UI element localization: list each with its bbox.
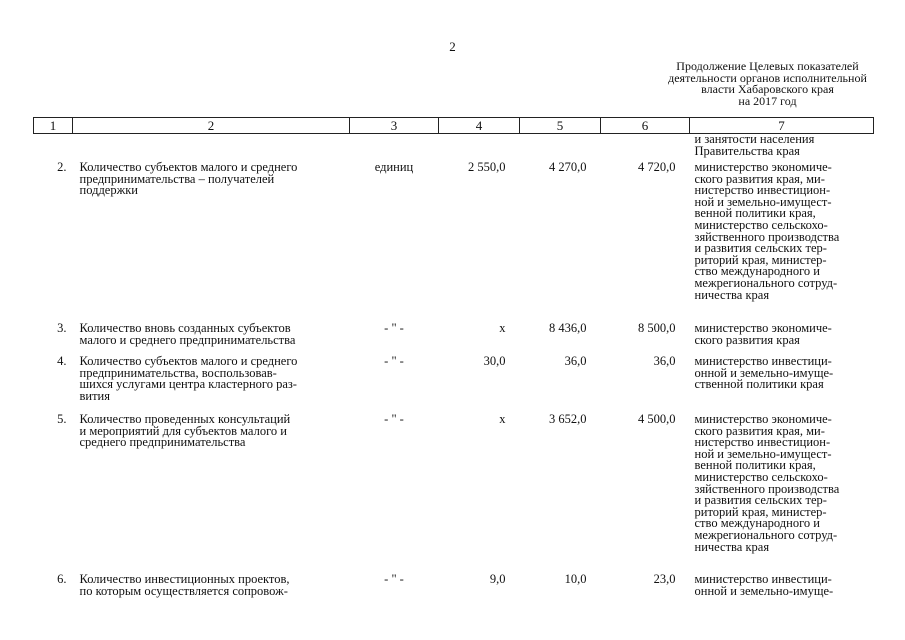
responsible <box>690 356 874 414</box>
indicator-name-line: по которым осуществляется сопровож- <box>79 583 288 598</box>
value-col-4: 30,0 <box>483 354 506 368</box>
indicator-name <box>73 414 350 574</box>
indicator-name <box>73 134 350 163</box>
responsible-line: зяйственного производства <box>694 229 840 244</box>
indicator-name-line: шихся услугами центра кластерного раз- <box>79 377 297 392</box>
indicator-name-line: Количество проведенных консультаций <box>79 412 291 426</box>
responsible-line: министерство инвестици- <box>694 572 832 586</box>
table-row <box>34 323 874 356</box>
table-row <box>34 162 874 323</box>
table-row <box>34 414 874 574</box>
indicator-name-line: предпринимательства – получателей <box>79 171 275 186</box>
responsible-line: ничества края <box>694 287 770 302</box>
value-col-4: 9,0 <box>489 572 506 586</box>
responsible <box>690 134 874 163</box>
indicator-name <box>73 162 350 323</box>
value-col-6: 23,0 <box>653 572 676 586</box>
page-number: 2 <box>449 39 456 54</box>
value-col-4: х <box>499 412 506 426</box>
value-col-4 <box>439 134 520 163</box>
unit: - " - <box>384 354 404 368</box>
responsible-line: венной политики края, <box>694 206 816 221</box>
indicator-name <box>73 574 350 597</box>
row-number: 5. <box>57 412 67 426</box>
indicator-name-line: Количество субъектов малого и среднего <box>79 160 298 174</box>
responsible-line: и развития сельских тер- <box>694 241 827 256</box>
row-number: 2. <box>57 160 67 174</box>
continuation-line: деятельности органов исполнительной <box>668 70 867 85</box>
value-col-4: 2 550,0 <box>468 160 506 174</box>
indicator-name-line: предпринимательства, воспользовав- <box>79 365 277 380</box>
continuation-line: Продолжение Целевых показателей <box>676 59 859 73</box>
continuation-line: власти Хабаровского края <box>701 82 834 96</box>
indicator-name-line: малого и среднего предпринимательства <box>79 332 296 347</box>
indicator-name-line: среднего предпринимательства <box>79 435 246 450</box>
indicator-name-line: Количество вновь созданных субъектов <box>79 321 291 335</box>
responsible-line: ной и земельно-имущест- <box>694 446 832 461</box>
responsible <box>690 162 874 323</box>
responsible-line: ского развития края <box>694 332 800 347</box>
unit <box>350 134 439 163</box>
responsible-line: ского развития края, ми- <box>694 171 825 186</box>
value-col-4: х <box>499 321 506 335</box>
header-col-2: 2 <box>73 118 350 134</box>
responsible-line: министерство сельскохо- <box>694 469 828 484</box>
continuation-line: на 2017 год <box>738 93 797 108</box>
row-number: 3. <box>57 321 67 335</box>
responsible-line: и развития сельских тер- <box>694 493 827 508</box>
unit: единиц <box>374 160 414 174</box>
responsible-line: министерство экономиче- <box>694 160 832 174</box>
unit: - " - <box>384 321 404 335</box>
responsible <box>690 574 874 597</box>
header-col-7: 7 <box>690 118 874 134</box>
responsible-line: ной и земельно-имущест- <box>694 194 832 209</box>
responsible-line: ственной политики края <box>694 377 824 392</box>
indicator-name <box>73 356 350 414</box>
row-number: 6. <box>57 572 67 586</box>
value-col-5: 3 652,0 <box>549 412 587 426</box>
header-col-1: 1 <box>34 118 73 134</box>
value-col-5 <box>520 134 601 163</box>
indicators-table <box>33 117 874 597</box>
value-col-6: 4 720,0 <box>638 160 676 174</box>
responsible-line: ство международного и <box>694 516 820 531</box>
responsible-line: министерство экономиче- <box>694 321 832 335</box>
responsible-line: венной политики края, <box>694 458 816 473</box>
value-col-5: 4 270,0 <box>549 160 587 174</box>
unit: - " - <box>384 412 404 426</box>
responsible-line: ство международного и <box>694 264 820 279</box>
table-row <box>34 574 874 597</box>
responsible-line: министерство инвестици- <box>694 354 832 368</box>
responsible-line: межрегионального сотруд- <box>694 275 838 290</box>
indicator-name-line: Количество инвестиционных проектов, <box>79 572 290 586</box>
value-col-5: 36,0 <box>564 354 587 368</box>
table-row <box>34 134 874 163</box>
responsible-line: риторий края, министер- <box>694 504 827 519</box>
responsible-line: министерство экономиче- <box>694 412 832 426</box>
value-col-6: 36,0 <box>653 354 676 368</box>
header-col-5: 5 <box>520 118 601 134</box>
responsible-line: ничества края <box>694 539 770 554</box>
responsible-line: нистерство инвестицион- <box>694 183 831 198</box>
indicator-name-line: Количество субъектов малого и среднего <box>79 354 298 368</box>
value-col-6 <box>601 134 690 163</box>
responsible-line: онной и земельно-имуще- <box>694 583 834 598</box>
responsible-line: риторий края, министер- <box>694 252 827 267</box>
header-col-6: 6 <box>601 118 690 134</box>
continuation-heading <box>640 61 895 107</box>
responsible-line: межрегионального сотруд- <box>694 527 838 542</box>
value-col-6: 8 500,0 <box>638 321 676 335</box>
row-number <box>34 134 73 163</box>
row-number: 4. <box>57 354 67 368</box>
responsible-line: и занятости населения <box>694 132 815 146</box>
responsible-line: онной и земельно-имуще- <box>694 365 834 380</box>
indicator-name-line: вития <box>79 388 110 403</box>
header-col-3: 3 <box>350 118 439 134</box>
responsible <box>690 323 874 356</box>
header-col-4: 4 <box>439 118 520 134</box>
indicator-name <box>73 323 350 356</box>
responsible-line: министерство сельскохо- <box>694 217 828 232</box>
responsible-line: Правительства края <box>694 143 800 158</box>
indicator-name-line: поддержки <box>79 183 138 198</box>
table-row <box>34 356 874 414</box>
responsible-line: зяйственного производства <box>694 481 840 496</box>
responsible-line: нистерство инвестицион- <box>694 435 831 450</box>
value-col-5: 8 436,0 <box>549 321 587 335</box>
indicator-name-line: и мероприятий для субъектов малого и <box>79 423 287 438</box>
value-col-6: 4 500,0 <box>638 412 676 426</box>
value-col-5: 10,0 <box>564 572 587 586</box>
responsible-line: ского развития края, ми- <box>694 423 825 438</box>
unit: - " - <box>384 572 404 586</box>
responsible <box>690 414 874 574</box>
